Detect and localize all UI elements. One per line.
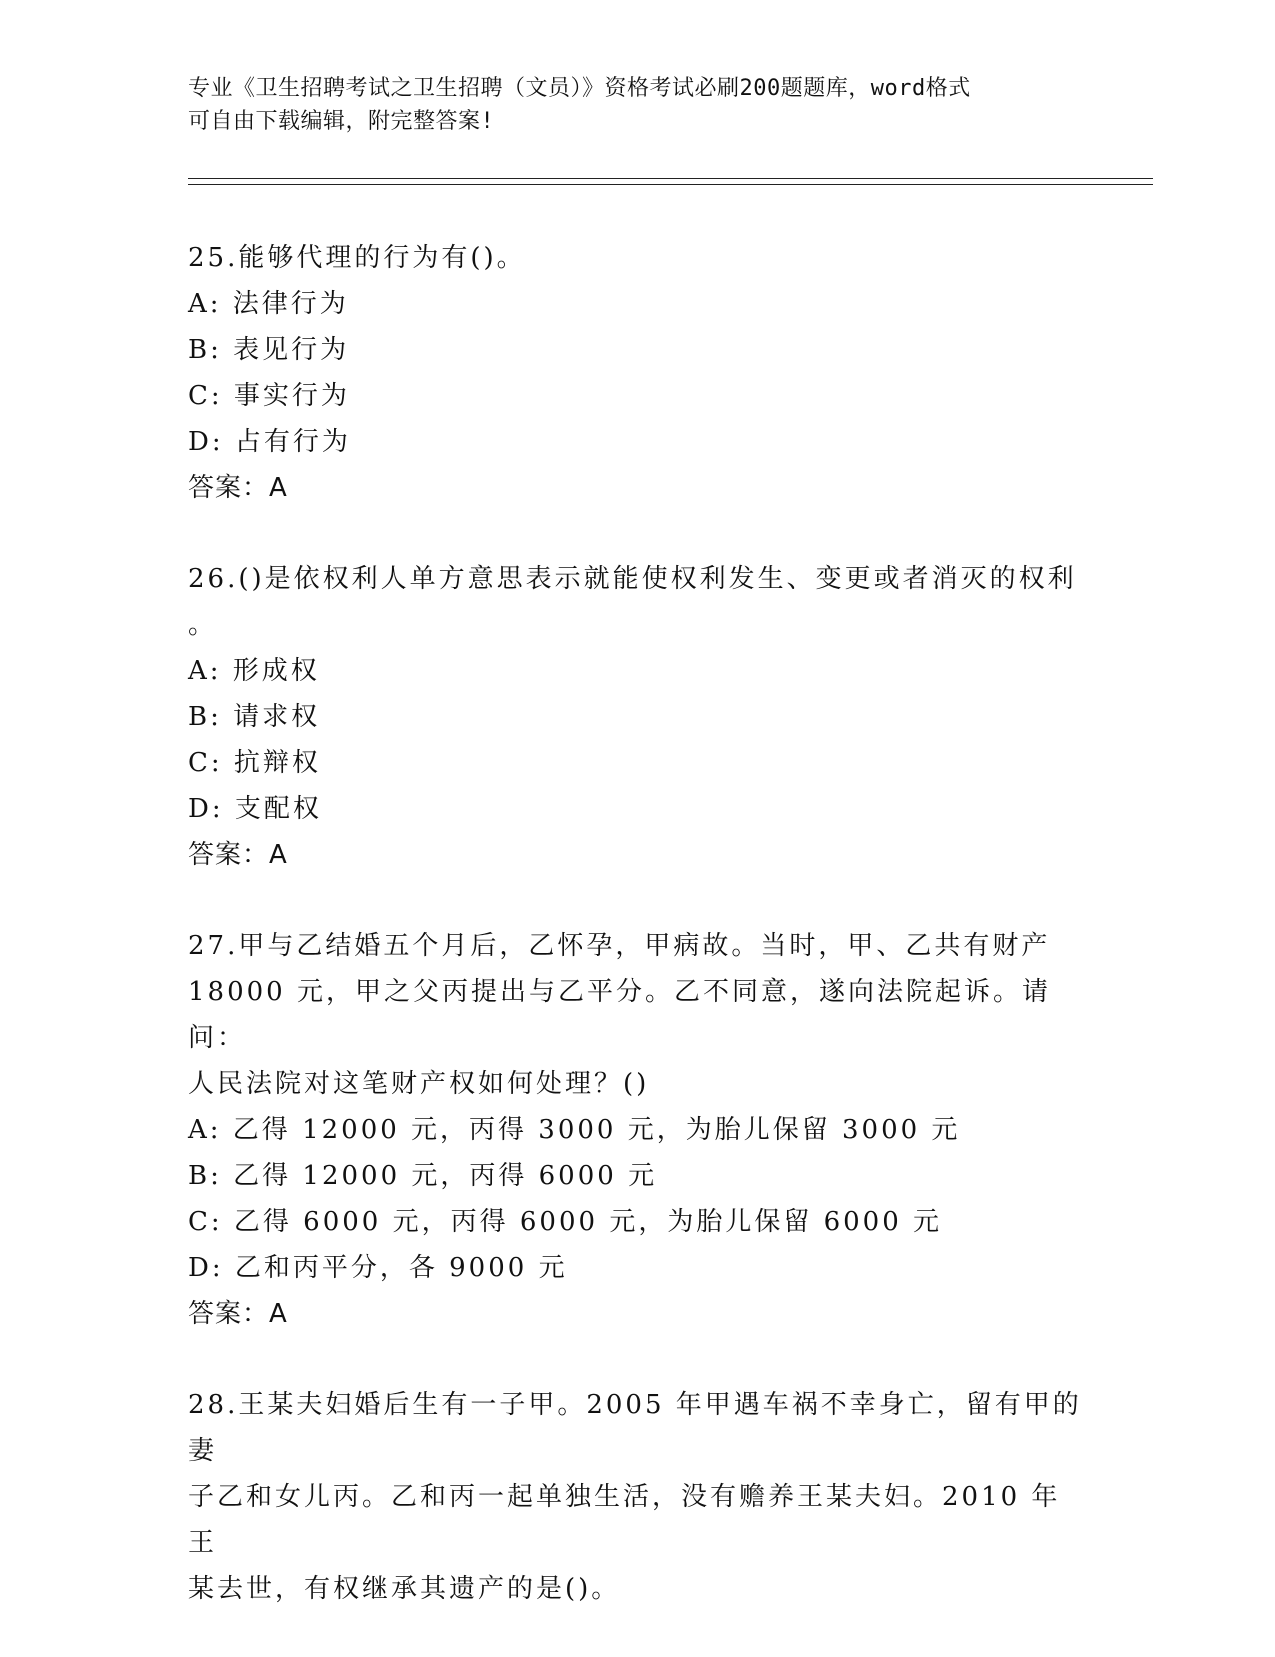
- option-c: C: 乙得 6000 元，丙得 6000 元，为胎儿保留 6000 元: [188, 1207, 943, 1237]
- question-stem: 28.王某夫妇婚后生有一子甲。2005 年甲遇车祸不幸身亡，留有甲的妻: [188, 1390, 1082, 1466]
- question-26: [188, 556, 1088, 878]
- option-d: D: 支配权: [188, 794, 322, 824]
- option-b: B: 表见行为: [188, 335, 350, 365]
- question-stem: 子乙和女儿丙。乙和丙一起单独生活，没有赡养王某夫妇。2010 年王: [188, 1482, 1061, 1558]
- question-stem: 26.()是依权利人单方意思表示就能使权利发生、变更或者消灭的权利: [188, 564, 1077, 594]
- question-stem: 27.甲与乙结婚五个月后，乙怀孕，甲病故。当时，甲、乙共有财产: [188, 931, 1051, 961]
- question-stem: 18000 元，甲之父丙提出与乙平分。乙不同意，遂向法院起诉。请问：: [188, 977, 1051, 1053]
- answer-label: 答案：A: [188, 840, 288, 870]
- question-27: [188, 923, 1088, 1337]
- header-line-2: 可自由下载编辑，附完整答案!: [188, 109, 495, 134]
- header-rule-bottom: [188, 184, 1153, 185]
- header-rule-top: [188, 178, 1153, 179]
- question-stem: 25.能够代理的行为有()。: [188, 243, 526, 273]
- option-d: D: 占有行为: [188, 427, 351, 457]
- header-line-1: 专业《卫生招聘考试之卫生招聘（文员）》资格考试必刷200题题库，word格式: [188, 76, 971, 101]
- option-a: A: 形成权: [188, 656, 320, 686]
- option-c: C: 抗辩权: [188, 748, 321, 778]
- option-b: B: 乙得 12000 元，丙得 6000 元: [188, 1161, 658, 1191]
- question-list: [188, 235, 1088, 1657]
- question-stem: 某去世，有权继承其遗产的是()。: [188, 1574, 621, 1604]
- option-c: C: 事实行为: [188, 381, 350, 411]
- question-stem: 人民法院对这笔财产权如何处理？(): [188, 1069, 650, 1099]
- answer-label: 答案：A: [188, 473, 288, 503]
- option-a: A: 法律行为: [188, 289, 349, 319]
- question-stem: 。: [188, 610, 218, 640]
- document-header: [188, 72, 1088, 138]
- question-28: [188, 1382, 1088, 1612]
- option-a: A: 乙得 12000 元，丙得 3000 元，为胎儿保留 3000 元: [188, 1115, 961, 1145]
- answer-label: 答案：A: [188, 1299, 288, 1329]
- question-25: [188, 235, 1088, 511]
- option-b: B: 请求权: [188, 702, 321, 732]
- option-d: D: 乙和丙平分，各 9000 元: [188, 1253, 568, 1283]
